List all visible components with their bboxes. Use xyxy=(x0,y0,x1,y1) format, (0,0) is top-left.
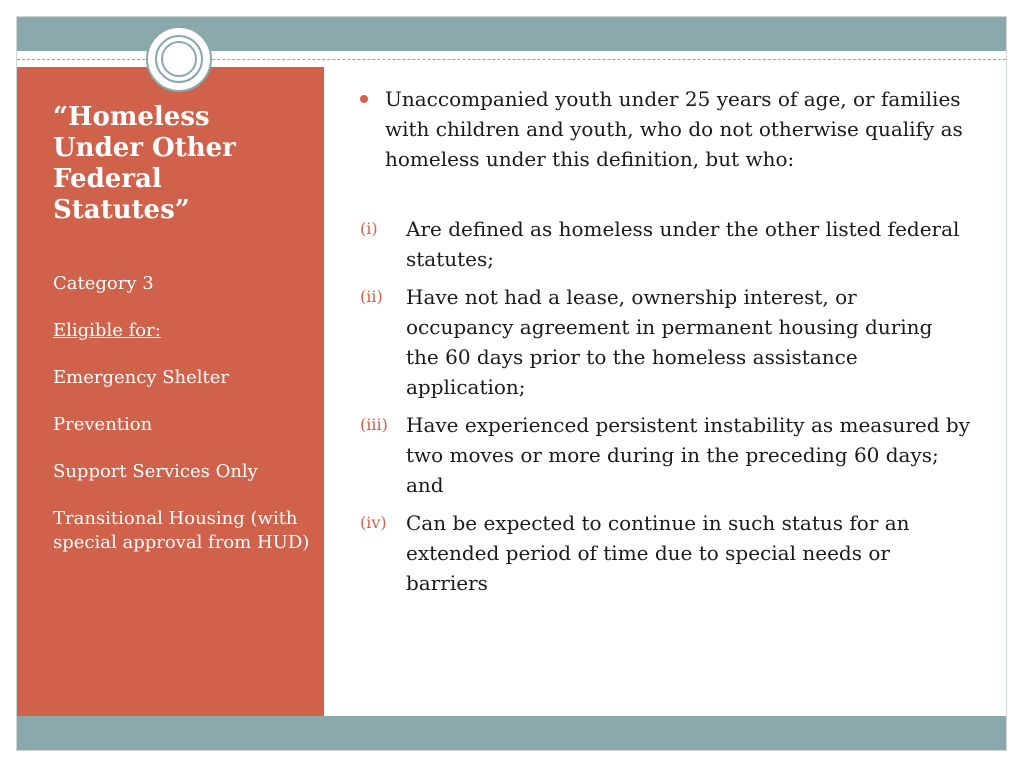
sidebar-panel xyxy=(17,67,324,716)
criteria-numeral: (i) xyxy=(360,219,378,238)
sidebar-item-label: Support Services Only xyxy=(53,461,258,482)
sidebar-item-prevention xyxy=(53,413,315,437)
criteria-text: Have not had a lease, ownership interest, or occupancy agreement in permanent housing during the 60 days prior to the homeless assistance application; xyxy=(406,285,933,399)
criteria-text: Have experienced persistent instability as measured by two moves or more during in the preceding 60 days; and xyxy=(406,413,971,497)
sidebar-item-label: Prevention xyxy=(53,414,153,435)
circle-ornament-icon xyxy=(146,26,212,92)
bullet-dot-icon xyxy=(360,95,368,103)
criteria-item xyxy=(360,410,970,500)
criteria-list xyxy=(360,214,970,598)
circle-ornament-core xyxy=(161,41,197,77)
criteria-item xyxy=(360,282,970,402)
sidebar-item-emergency-shelter xyxy=(53,366,315,390)
sidebar-item-transitional-housing xyxy=(53,507,315,555)
sidebar-item-category xyxy=(53,272,315,296)
sidebar-item-label: Emergency Shelter xyxy=(53,367,230,388)
sidebar-item-label: Eligible for: xyxy=(53,320,161,341)
criteria-numeral: (ii) xyxy=(360,287,383,306)
criteria-text: Can be expected to continue in such status for an extended period of time due to special needs or barriers xyxy=(406,511,910,595)
criteria-item xyxy=(360,508,970,598)
sidebar-item-eligible-heading xyxy=(53,319,315,343)
criteria-text: Are defined as homeless under the other listed federal statutes; xyxy=(406,217,960,271)
bullet-item xyxy=(360,84,970,174)
sidebar-item-support-services xyxy=(53,460,315,484)
sidebar-list xyxy=(53,272,315,578)
main-content xyxy=(360,84,970,606)
sidebar-item-label: Category 3 xyxy=(53,273,154,294)
criteria-numeral: (iii) xyxy=(360,415,388,434)
criteria-item xyxy=(360,214,970,274)
sidebar-item-label: Transitional Housing (with special approval from HUD) xyxy=(53,508,310,553)
slide-title: “Homeless Under Other Federal Statutes” xyxy=(53,102,236,225)
circle-ornament-ring xyxy=(155,35,203,83)
bullet-text: Unaccompanied youth under 25 years of age, or families with children and youth, who do not otherwise qualify as homeless under this definition, but who: xyxy=(385,87,963,171)
criteria-numeral: (iv) xyxy=(360,513,387,532)
bottom-band xyxy=(17,716,1006,750)
